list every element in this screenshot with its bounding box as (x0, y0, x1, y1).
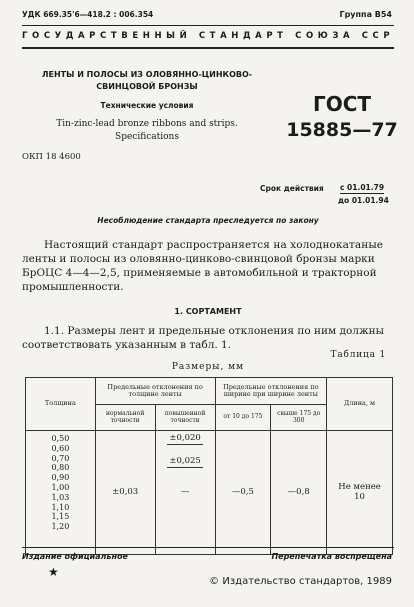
validity-from: с 01.01.79 (340, 183, 385, 192)
validity-to: до 01.01.94 (338, 196, 389, 205)
validity-label: Срок действия (260, 184, 324, 193)
intro-line-4: промышленности. (22, 281, 124, 293)
star-icon: ★ (48, 565, 59, 579)
width-deviation-value-2: —0,8 (271, 431, 327, 555)
thickness-value: 0,80 (51, 463, 70, 473)
law-warning: Несоблюдение стандарта преследуется по закону (97, 216, 319, 225)
thickness-value: 1,15 (51, 512, 70, 522)
official-edition: Издание официальное (22, 552, 128, 561)
header-rule-top (22, 25, 394, 26)
clause-line-1: 1.1. Размеры лент и предельные отклонения по ним должны (44, 325, 384, 337)
thickness-value: 0,70 (51, 453, 70, 463)
gost-label: ГОСТ (312, 92, 372, 116)
footer-rule (22, 547, 394, 548)
title-en-line2: Specifications (115, 132, 179, 142)
udk-code: УДК 669.35'6—418.2 : 006.354 (22, 10, 154, 19)
thickness-value: 1,10 (51, 502, 70, 512)
increased-value: ±0,025 (169, 455, 201, 466)
header-increased-precision: повышенной точности (155, 405, 215, 431)
intro-line-3: БрОЦС 4—4—2,5, применяемые в автомобильной и тракторной (22, 267, 377, 279)
table-caption: Размеры, мм (171, 362, 245, 372)
group-code: Группа В54 (339, 10, 392, 19)
intro-line-1: Настоящий стандарт распространяется на холоднокатаные (44, 239, 384, 251)
width-deviation-value-1: —0,5 (215, 431, 271, 555)
thickness-value: 0,50 (51, 434, 70, 443)
thickness-values-cell (26, 431, 96, 555)
title-en-line1: Tin-zinc-lead bronze ribbons and strips. (56, 119, 238, 129)
title-subtitle: Технические условия (100, 101, 194, 110)
header-normal-precision: нормальной точности (95, 405, 155, 431)
standard-title: ГОСУДАРСТВЕННЫЙ СТАНДАРТ СОЮЗА ССР (22, 31, 395, 41)
okp-code: ОКП 18 4600 (22, 152, 81, 162)
normal-precision-value: ±0,03 (95, 431, 155, 555)
increased-value: ±0,020 (169, 433, 201, 443)
header-width-175-300: свыше 175 до 300 (271, 405, 327, 431)
header-thickness: Толщина (26, 378, 96, 431)
title-ru-line1: ЛЕНТЫ И ПОЛОСЫ ИЗ ОЛОВЯННО-ЦИНКОВО- (41, 70, 253, 79)
increased-precision-cell (155, 431, 215, 555)
header-rule-bottom (22, 47, 394, 49)
increased-value: — (180, 486, 190, 497)
thickness-value: 0,60 (51, 443, 70, 453)
clause-line-2: соответствовать указанным в табл. 1. (22, 339, 232, 351)
length-value: Не менее 10 (327, 431, 393, 555)
intro-line-2: ленты и полосы из оловянно-цинково-свинцовой бронзы марки (22, 253, 375, 265)
thickness-value: 1,00 (51, 482, 70, 492)
thickness-value: 0,90 (51, 473, 70, 483)
copyright: © Издательство стандартов, 1989 (209, 576, 392, 587)
header-width-deviation: Предельные отклонения по ширине при ширине ленты (215, 378, 327, 405)
thickness-value: 1,20 (51, 522, 70, 532)
reprint-prohibited: Перепечатка воспрещена (271, 552, 392, 561)
thickness-value: 1,03 (51, 492, 70, 502)
sizes-table (25, 377, 393, 555)
header-width-10-175: от 10 до 175 (215, 405, 271, 431)
table-label: Таблица 1 (330, 350, 386, 360)
header-thickness-deviation: Предельные отклонения по толщине ленты (95, 378, 215, 405)
section-title: 1. СОРТАМЕНТ (174, 307, 242, 316)
gost-number: 15885—77 (286, 119, 398, 141)
title-ru-line2: СВИНЦОВОЙ БРОНЗЫ (96, 82, 198, 91)
header-length: Длина, м (327, 378, 393, 431)
